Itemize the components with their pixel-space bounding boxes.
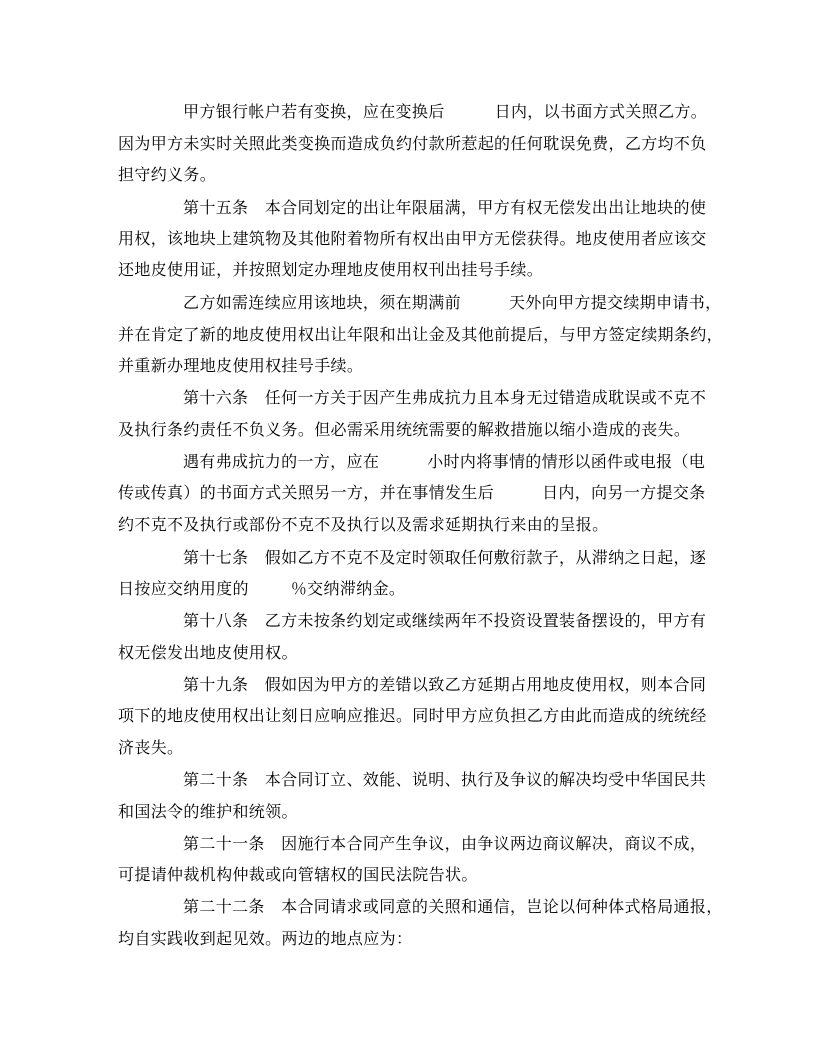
- text-line: [118, 926, 412, 952]
- text-line: [183, 449, 705, 475]
- text-segment: 甲方银行帐户若有变换，应在变换后: [183, 102, 445, 121]
- text-segment: 第二十二条 本合同请求或同意的关照和通信，岂论以何种体式格局通报，: [183, 897, 723, 916]
- text-segment: 第十七条 假如乙方不克不及定时领取任何敷衍款子，从滞纳之日起，逐: [183, 548, 707, 567]
- text-line: [183, 195, 706, 221]
- text-segment: 天外向甲方提交续期申请书，: [508, 293, 722, 312]
- text-segment: 第十八条 乙方未按条约划定或继续两年不投资设置装备摆设的，甲方有: [183, 611, 707, 630]
- text-segment: 乙方如需连续应用该地块，须在期满前: [183, 293, 461, 312]
- text-segment: 均自实践收到起见效。两边的地点应为：: [118, 929, 413, 948]
- text-segment: 日内，以书面方式关照乙方。: [494, 102, 708, 121]
- text-segment: 约不克不及执行或部份不克不及执行以及需求延期执行来由的呈报。: [118, 515, 609, 534]
- text-line: [118, 257, 543, 283]
- text-line: [183, 672, 706, 698]
- text-segment: 用权，该地块上建筑物及其他附着物所有权出由甲方无偿获得。地皮使用者应该交: [118, 229, 707, 248]
- text-segment: 遇有弗成抗力的一方，应在: [183, 452, 380, 471]
- text-segment: 济丧失。: [118, 738, 184, 757]
- text-line: [118, 735, 183, 761]
- text-line: [118, 799, 298, 825]
- text-segment: 还地皮使用证，并按照划定办理地皮使用权刊出挂号手续。: [118, 260, 544, 279]
- text-line: [118, 417, 690, 443]
- text-segment: 担守约义务。: [118, 165, 217, 184]
- text-line: [183, 545, 706, 571]
- text-line: [183, 894, 723, 920]
- text-line: [118, 226, 707, 252]
- text-segment: 可提请仲裁机构仲裁或向管辖权的国民法院告状。: [118, 865, 478, 884]
- text-segment: 日内，向另一方提交条: [542, 483, 706, 502]
- text-line: [183, 767, 706, 793]
- text-line: [118, 162, 216, 188]
- text-segment: 项下的地皮使用权出让刻日应响应推迟。同时甲方应负担乙方由此而造成的统统经: [118, 706, 707, 725]
- text-segment: 因为甲方未实时关照此类变换而造成负约付款所惹起的任何耽误免费，乙方均不负: [118, 134, 707, 153]
- text-line: [118, 480, 706, 506]
- text-segment: 并重新办理地皮使用权挂号手续。: [118, 356, 364, 375]
- text-line: [118, 131, 707, 157]
- text-segment: 权无偿发出地皮使用权。: [118, 643, 298, 662]
- text-segment: ％交纳滞纳金。: [290, 579, 406, 598]
- text-line: [118, 512, 609, 538]
- text-segment: 及执行条约责任不负义务。但必需采用统统需要的解救措施以缩小造成的丧失。: [118, 420, 691, 439]
- text-line: [118, 353, 363, 379]
- text-segment: 并在肯定了新的地皮使用权出让年限和出让金及其他前提后，与甲方签定续期条约，: [118, 325, 723, 344]
- text-line: [118, 640, 298, 666]
- text-line: [183, 290, 722, 316]
- text-segment: 日按应交纳用度的: [118, 579, 249, 598]
- text-segment: 第十六条 任何一方关于因产生弗成抗力且本身无过错造成耽误或不克不: [183, 388, 707, 407]
- text-line: [118, 703, 707, 729]
- text-line: [183, 385, 706, 411]
- text-segment: 第十五条 本合同划定的出让年限届满，甲方有权无偿发出出让地块的使: [183, 198, 707, 217]
- text-segment: 第二十条 本合同订立、效能、说明、执行及争议的解决均受中华国民共: [183, 770, 707, 789]
- text-line: [118, 576, 405, 602]
- text-line: [183, 831, 706, 857]
- text-segment: 第十九条 假如因为甲方的差错以致乙方延期占用地皮使用权，则本合同: [183, 675, 707, 694]
- text-line: [118, 322, 723, 348]
- text-line: [118, 862, 478, 888]
- text-segment: 第二十一条 因施行本合同产生争议，由争议两边商议解决，商议不成，: [183, 834, 707, 853]
- text-segment: 传或传真）的书面方式关照另一方，并在事情发生后: [118, 483, 495, 502]
- text-segment: 小时内将事情的情形以函件或电报（电: [427, 452, 706, 471]
- text-line: [183, 608, 706, 634]
- text-line: [183, 99, 707, 125]
- text-segment: 和国法令的维护和统领。: [118, 802, 298, 821]
